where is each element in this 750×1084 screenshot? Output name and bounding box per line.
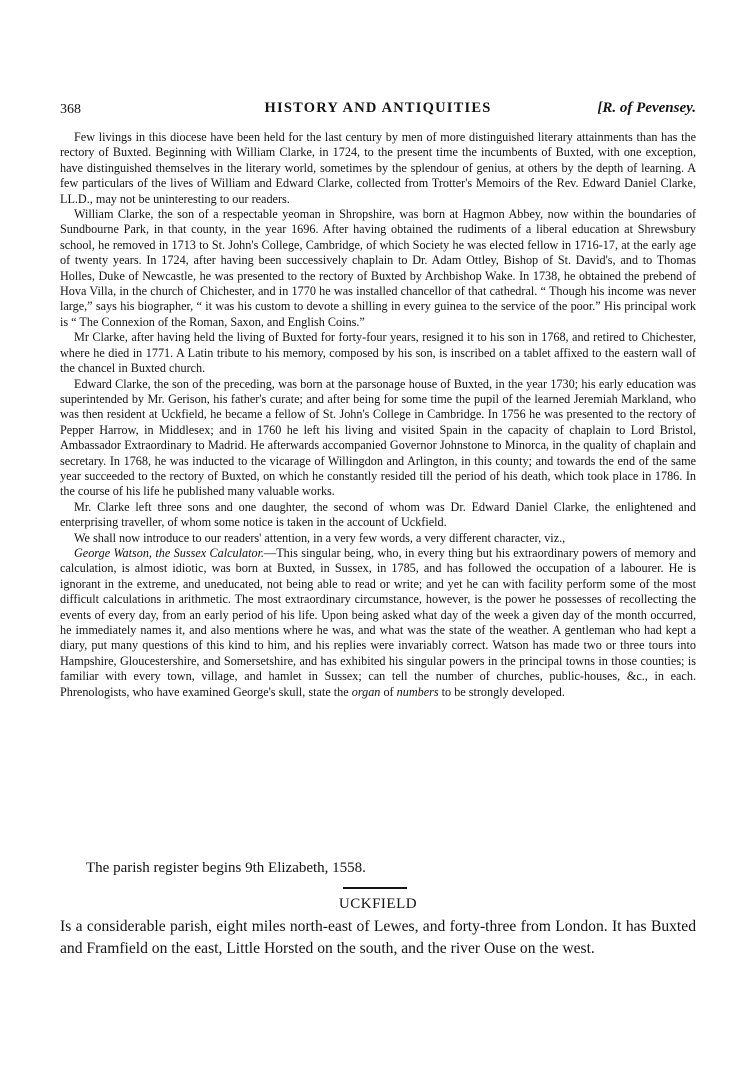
section-text-uckfield: Is a considerable parish, eight miles north-east of Lewes, and forty-three from London. It has Buxted and Framfield on the east, Little Horsted on the south, and the river Ouse on the west. bbox=[60, 918, 696, 957]
paragraph-george-watson bbox=[60, 546, 696, 700]
watson-organ: organ bbox=[351, 684, 381, 699]
running-section-label: [R. of Pevensey. bbox=[597, 100, 696, 116]
paragraph-william-clarke: William Clarke, the son of a respectable yeoman in Shropshire, was born at Hagmon Abbey, now within the boundaries of Sundbourne Park, in that county, in the year 1696. After having obtained the rudiments of a liberal education at Shrewsbury school, he removed in 1713 to St. John's College, Cambridge, of which Society he was elected fellow in 1716-17, at the early age of twenty years. In 1724, after having been successively chaplain to Dr. Adam Ottley, Bishop of St. David's, and to Thomas Holles, Duke of Newcastle, he was presented to the rectory of Buxted by Archbishop Wake. In 1738, he obtained the prebend of Hova Villa, in the church of Chichester, and in 1770 he was installed chancellor of that cathedral. “ Though his income was never large,” says his biographer, “ it was his custom to devote a shilling in every guinea to the service of the poor.” His principal work is “ The Connexion of the Roman, Saxon, and English Coins.” bbox=[60, 207, 696, 329]
page-number: 368 bbox=[60, 102, 81, 117]
paragraph-livings: Few livings in this diocese have been held for the last century by men of more distinguished literary attainments than has the rectory of Buxted. Beginning with William Clarke, in 1724, to the present time the incumbents of Buxted, with one exception, have distinguished themselves in the literary world, sometimes by the splendour of genius, at others by the depth of learning. A few particulars of the lives of William and Edward Clarke, collected from Trotter's Memoirs of the Rev. Edward Daniel Clarke, LL.D., may not be uninteresting to our readers. bbox=[60, 130, 696, 206]
paragraph-edward-clarke: Edward Clarke, the son of the preceding, was born at the parsonage house of Buxted, in the year 1730; his early education was superintended by Mr. Gerison, his father's curate; and after being for some time the pupil of the learned Jeremiah Markland, who was then resident at Uckfield, he became a fellow of St. John's College in Cambridge. In 1756 he was presented to the rectory of Pepper Harrow, in Middlesex; and in 1760 he left his living and visited Spain in the capacity of chaplain to Lord Bristol, Ambassador Extraordinary to Madrid. He afterwards accompanied Governor Johnstone to Minorca, in the quality of chaplain and secretary. In 1768, he was inducted to the vicarage of Willingdon and Arlington, in this county; and towards the end of the same year succeeded to the rectory of Buxted, on which he constantly resided till the period of his death, which took place in 1786. In the course of his life he published many valuable works. bbox=[60, 376, 696, 499]
parish-register-note: The parish register begins 9th Elizabeth, 1558. bbox=[86, 860, 366, 876]
running-title: HISTORY AND ANTIQUITIES bbox=[264, 100, 492, 116]
section-heading-uckfield: UCKFIELD bbox=[338, 896, 418, 912]
running-header bbox=[60, 100, 696, 120]
section-divider bbox=[343, 887, 407, 889]
paragraph-mr-clarke-retired: Mr Clarke, after having held the living of Buxted for forty-four years, resigned it to his son in 1768, and retired to Chichester, where he died in 1771. A Latin tribute to his memory, composed by his son, is inscribed on a tablet affixed to the eastern wall of the chancel in Buxted church. bbox=[60, 330, 696, 376]
paragraph-introduce: We shall now introduce to our readers' attention, in a very few words, a very different character, viz., bbox=[74, 530, 566, 545]
watson-numbers: numbers bbox=[396, 684, 439, 699]
watson-of: of bbox=[380, 684, 397, 699]
watson-text: —This singular being, who, in every thing but his extraordinary powers of memory and calculation, is almost idiotic, was born at Buxted, in Sussex, in 1785, and has followed the occupation of a labourer. He is ignorant in the extreme, and uneducated, not being able to read or write; and yet he can with facility perform some of the most difficult calculations in arithmetic. The most extraordinary circumstance, however, is the power he possesses of recollecting the events of every day, from an early period of his life. Upon being asked what day of the week a given day of the month occurred, he immediately names it, and also mentions where he was, and what was the state of the weather. A gentleman who had kept a diary, put many questions of this kind to him, and his replies were invariably correct. Watson has made two or three tours into Hampshire, Gloucestershire, and Somersetshire, and has exhibited his singular powers in the principal towns in those counties; is familiar with every town, village, and hamlet in Sussex; can tell the number of churches, public-houses, &c., in each. Phrenologists, who have examined George's skull, state the bbox=[60, 545, 696, 699]
main-text bbox=[60, 130, 696, 700]
paragraph-three-sons: Mr. Clarke left three sons and one daughter, the second of whom was Dr. Edward Daniel Clarke, the enlightened and enterprising traveller, of whom some notice is taken in the account of Uckfield. bbox=[60, 499, 696, 530]
watson-tail: to be strongly developed. bbox=[438, 684, 565, 699]
watson-heading: George Watson, the Sussex Calculator. bbox=[74, 545, 265, 560]
